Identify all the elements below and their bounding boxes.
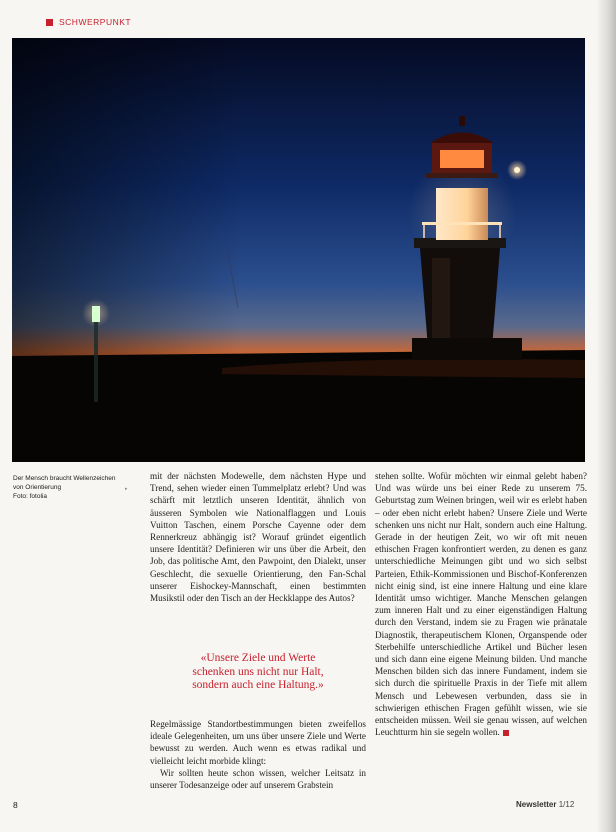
lighthouse-illustration (12, 38, 585, 462)
caption-marker-icon: ▸ (125, 487, 128, 492)
pull-quote (158, 652, 358, 693)
pull-quote-line: «Unsere Ziele und Werte (200, 652, 316, 664)
pull-quote-line: schenken uns nicht nur Halt, (192, 665, 324, 678)
section-header (46, 16, 131, 28)
body-column-right (375, 470, 587, 738)
body-paragraph: mit der nächsten Modewelle, dem nächsten Hype und Trend, sehen wieder einen Tummelplatz erlebt? Und was schärft mit letztlich unseren Identität, ähnlich von äusseren Symbolen wie Nationalflaggen und Louis Vuitton Taschen, einem Porsche Cayenne oder dem Rennerkreuz abhängig ist? Worauf gründet eigentlich unsere Identität? Definieren wir uns über die Arbeit, den Job, das politische Amt, den Pawpoint, den Dialekt, unser Geschlecht, die sexuelle Orientierung, den Fan-Schal unserer Eishockey-Mannschaft, einen bestimmten Musikstil oder den Tisch an der Heckklappe des Autos? (150, 471, 366, 604)
photo-caption (13, 474, 131, 501)
body-paragraph-right (375, 470, 587, 738)
body-column-middle (150, 470, 366, 604)
article-end-icon (503, 730, 509, 736)
section-marker-icon (46, 19, 53, 26)
caption-line: von Orientierung (13, 484, 62, 491)
body-paragraph: Wir sollten heute schon wissen, welcher Leitsatz in unserer Todesanzeige oder auf unserem Grabstein (150, 767, 366, 791)
caption-line: Der Mensch braucht Wellenzeichen (13, 475, 116, 482)
magazine-brand: Newsletter (516, 800, 557, 809)
magazine-footer (516, 800, 574, 809)
section-label: SCHWERPUNKT (59, 17, 132, 27)
caption-credit: Foto: fotolia (13, 493, 47, 500)
lighthouse-photo (12, 38, 585, 462)
body-column-middle-continued (150, 718, 366, 791)
page-edge-shadow (598, 0, 616, 832)
pull-quote-line: sondern auch eine Haltung.» (192, 679, 324, 691)
body-paragraph: Regelmässige Standortbestimmungen bieten zweifellos ideale Gelegenheiten, um uns über unsere Ziele und Werte bewusst zu werden. Auch wenn es etwas radikal und vielleicht leicht morbide klingt: (150, 719, 366, 766)
body-paragraph-text: stehen sollte. Wofür möchten wir einmal gelebt haben? Und was würde uns bei einer Rede zu unserem 75. Geburtstag zum Weinen bringen, weil wir es erlebt haben – oder eben nicht erlebt haben? Unsere Ziele und Werte schenken uns nicht nur Halt, sondern auch eine Haltung. Gerade in der heutigen Zeit, wo wir oft mit neuen ethischen Fragen konfrontiert werden, zu denen es ganz unterschiedliche Meinungen gibt und wo sich selbst Parteien, Ethik-Kommissionen und Bischof-Konferenzen nicht einig sind, ist eine innere Haltung und eine klare Identität umso wichtiger. Manche Menschen gelangen zum inneren Halt und zu einer eigenständigen Haltung durch den Verstand, indem sie zu Fragen wie pränatale Diagnostik, therapeutischem Klonen, Organspende oder Sterbehilfe unterschiedliche Artikel und Bücher lesen und sich dann eine eigene Meinung bilden. Und manche Menschen bilden sich das innere Fundament, indem sie sich durch die spirituelle Praxis in der Tiefe mit allem Mensch und Lebewesen verbunden, dass sie in schwierigen ethischen Fragen gefühlt wissen, wie sie entscheiden müssen. Weil sie genau wissen, auf welchen Leuchtturm hin sie segeln wollen. (375, 471, 587, 738)
page-number: 8 (13, 800, 18, 810)
magazine-issue: 1/12 (558, 800, 575, 809)
